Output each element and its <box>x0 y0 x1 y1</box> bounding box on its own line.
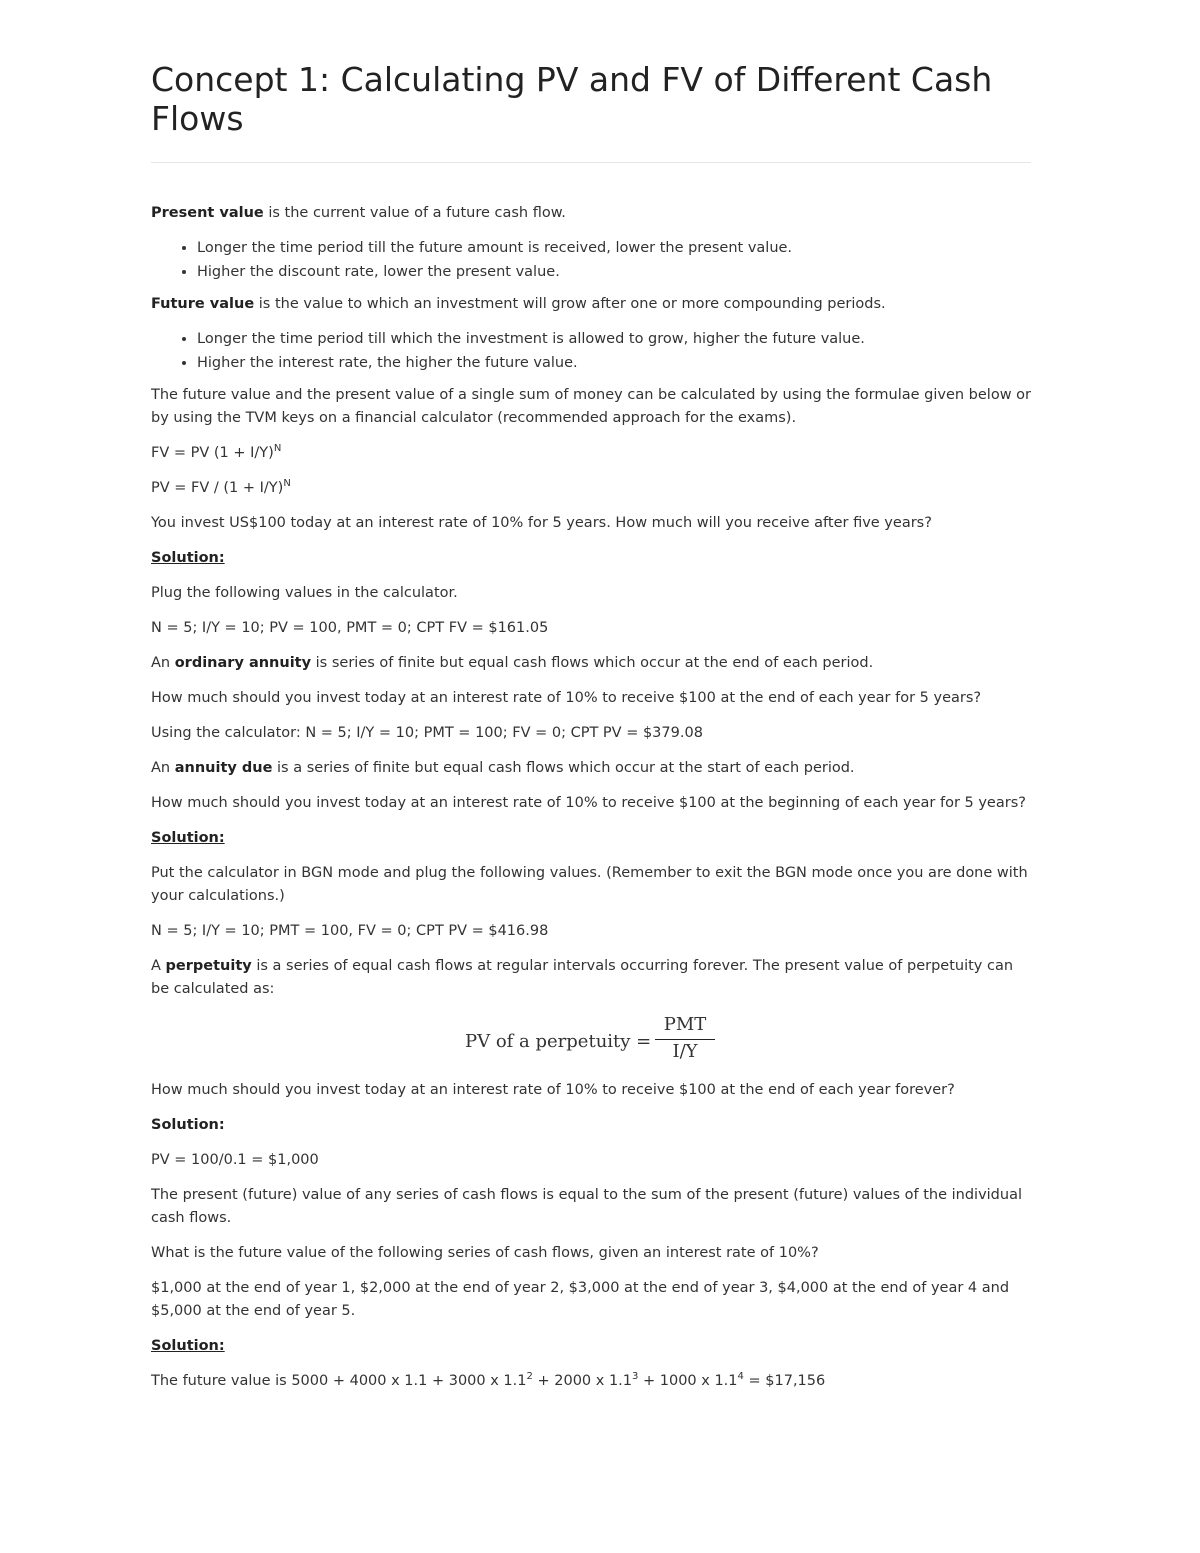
list-item: • Longer the time period till the future amount is received, lower the present value. <box>197 237 1031 261</box>
solution-label: Solution: <box>151 550 225 566</box>
example-question: How much should you invest today at an interest rate of 10% to receive $100 at the end of each year for 5 years? <box>151 690 982 706</box>
title-divider <box>151 162 1031 163</box>
formula-fraction <box>655 1013 715 1064</box>
formula-pv: PV = FV / $(1 + I/Y)^N$ <box>151 478 291 496</box>
formula-denominator: I/Y <box>672 1041 698 1062</box>
list-item: • Longer the time period till which the investment is allowed to grow, higher the future value. <box>197 328 1031 352</box>
list-item: • Higher the interest rate, the higher the future value. <box>197 352 1031 376</box>
document-page <box>151 60 1031 1405</box>
calculator-inputs: Using the calculator: N = 5; I/Y = 10; PMT = 100; FV = 0; CPT PV = $379.08 <box>151 725 703 741</box>
example-question: How much should you invest today at an interest rate of 10% to receive $100 at the beginning of each year for 5 years? <box>151 795 1026 811</box>
solution-label: Solution: <box>151 830 225 846</box>
pv-term: Present value <box>151 205 264 221</box>
perpetuity-definition: A perpetuity is a series of equal cash flows at regular intervals occurring forever. The present value of perpetuity can be calculated as: <box>151 958 1014 997</box>
example-question: How much should you invest today at an interest rate of 10% to receive $100 at the end of each year forever? <box>151 1082 955 1098</box>
fv-definition: Future value is the value to which an investment will grow after one or more compounding periods. <box>151 296 886 312</box>
pv-bullets <box>151 237 1031 284</box>
solution-label: Solution: <box>151 1117 225 1133</box>
calculator-inputs: N = 5; I/Y = 10; PMT = 100, FV = 0; CPT PV = $416.98 <box>151 923 549 939</box>
cash-flow-list: $1,000 at the end of year 1, $2,000 at the end of year 2, $3,000 at the end of year 3, $4,000 at the end of year 4 and $5,000 at the end of year 5. <box>151 1280 1010 1319</box>
formula-intro: The future value and the present value of a single sum of money can be calculated by using the formulae given below or by using the TVM keys on a financial calculator (recommended approach for the exams). <box>151 387 1031 426</box>
page-title: Concept 1: Calculating PV and FV of Different Cash Flows <box>151 60 993 138</box>
list-item: • Higher the discount rate, lower the present value. <box>197 261 1031 285</box>
pv-definition: Present value is the current value of a future cash flow. <box>151 205 566 221</box>
series-statement: The present (future) value of any series of cash flows is equal to the sum of the present (future) values of the individual cash flows. <box>151 1187 1022 1226</box>
fv-bullets <box>151 328 1031 375</box>
calculator-inputs: N = 5; I/Y = 10; PV = 100, PMT = 0; CPT FV = $161.05 <box>151 620 549 636</box>
fv-term: Future value <box>151 296 255 312</box>
solution-label: Solution: <box>151 1338 225 1354</box>
calculator-inputs: PV = 100/0.1 = $1,000 <box>151 1152 319 1168</box>
formula-numerator: PMT <box>663 1014 707 1035</box>
bgn-mode-text: Put the calculator in BGN mode and plug the following values. (Remember to exit the BGN mode once you are done with your calculations.) <box>151 865 1028 904</box>
future-value-answer: The future value is 5000 + 4000 x 1.1 + 3000 x $1.1^2 + 2000$ x $1.1^3 + 1000$ x $1.1^4$ = $17,156 <box>151 1371 826 1389</box>
formula-fv: FV = PV $(1 + I/Y)^N$ <box>151 443 282 461</box>
ordinary-annuity-definition: An ordinary annuity is series of finite but equal cash flows which occur at the end of each period. <box>151 655 874 671</box>
plug-values-text: Plug the following values in the calculator. <box>151 585 458 601</box>
formula-lhs: PV of a perpetuity = <box>465 1031 652 1052</box>
perpetuity-formula <box>151 1013 1031 1069</box>
annuity-due-definition: An annuity due is a series of finite but equal cash flows which occur at the start of each period. <box>151 760 855 776</box>
example-question: What is the future value of the following series of cash flows, given an interest rate of 10%? <box>151 1245 819 1261</box>
example-question: You invest US$100 today at an interest rate of 10% for 5 years. How much will you receive after five years? <box>151 515 932 531</box>
